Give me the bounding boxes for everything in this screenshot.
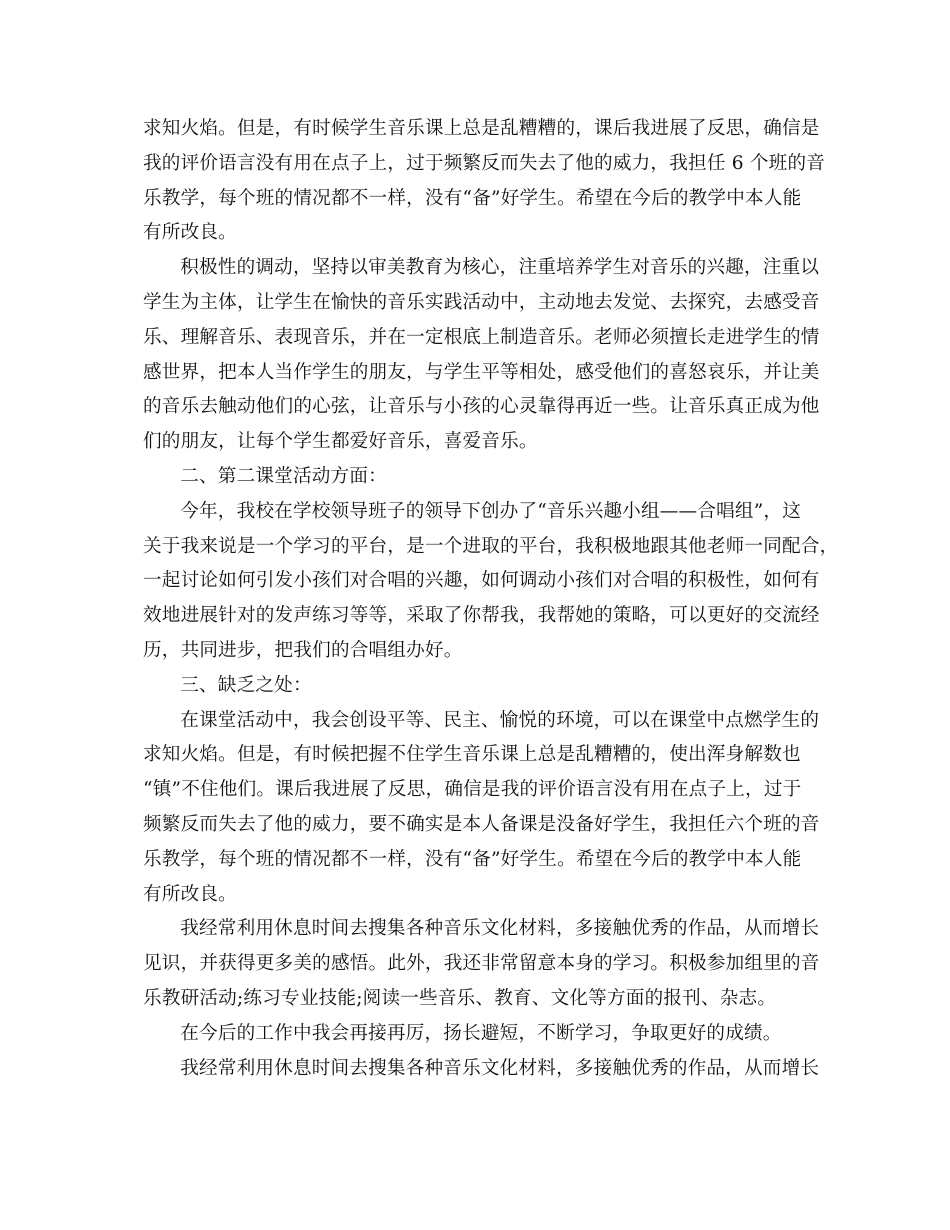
paragraph-4 bbox=[143, 704, 820, 913]
text-line: 在今后的工作中我会再接再厉，扬长避短，不断学习，争取更好的成绩。 bbox=[180, 1022, 782, 1044]
text-line: 的音乐去触动他们的心弦，让音乐与小孩的心灵靠得再近一些。让音乐真正成为他 bbox=[143, 396, 820, 418]
text-line: 历，共同进步，把我们的合唱组办好。 bbox=[143, 639, 463, 661]
text-line: 求知火焰。但是，有时候把握不住学生音乐课上总是乱糟糟的，使出浑身解数也 bbox=[143, 744, 801, 766]
paragraph-5 bbox=[143, 912, 820, 1016]
text-line: “镇”不住他们。课后我进展了反思，确信是我的评价语言没有用在点子上，过于 bbox=[143, 779, 802, 801]
text-line: 今年，我校在学校领导班子的领导下创办了“音乐兴趣小组——合唱组”，这 bbox=[180, 500, 802, 522]
text-line: 乐、理解音乐、表现音乐，并在一定根底上制造音乐。老师必须擅长走进学生的情 bbox=[143, 326, 820, 348]
text-line: 感世界，把本人当作学生的朋友，与学生平等相处，感受他们的喜怒哀乐，并让美 bbox=[143, 361, 820, 383]
text-line: 学生为主体，让学生在愉快的音乐实践活动中，主动地去发觉、去探究，去感受音 bbox=[143, 291, 820, 313]
text-line: 乐教学，每个班的情况都不一样，没有“备”好学生。希望在今后的教学中本人能 bbox=[143, 848, 802, 870]
text-line: 求知火焰。但是，有时候学生音乐课上总是乱糟糟的，课后我进展了反思，确信是 bbox=[143, 118, 820, 139]
paragraph-3 bbox=[143, 495, 839, 669]
paragraph-6 bbox=[143, 1017, 813, 1052]
text-line: 效地进展针对的发声练习等等，采取了你帮我，我帮她的策略，可以更好的交流经 bbox=[143, 605, 820, 627]
text-line: 有所改良。 bbox=[143, 222, 237, 244]
text-line: 我经常利用休息时间去搜集各种音乐文化材料，多接触优秀的作品，从而增长 bbox=[180, 1057, 820, 1079]
text-line: 乐教研活动;练习专业技能;阅读一些音乐、教育、文化等方面的报刊、杂志。 bbox=[143, 987, 777, 1009]
text-line: 我经常利用休息时间去搜集各种音乐文化材料，多接触优秀的作品，从而增长 bbox=[180, 918, 820, 940]
text-line: 有所改良。 bbox=[143, 883, 237, 905]
text-line: 频繁反而失去了他的威力，要不确实是本人备课是没备好学生，我担任六个班的音 bbox=[143, 813, 820, 835]
document-body bbox=[143, 112, 839, 1086]
text-line: 在课堂活动中，我会创设平等、民主、愉悦的环境，可以在课堂中点燃学生的 bbox=[180, 709, 820, 731]
text-line: 一起讨论如何引发小孩们对合唱的兴趣，如何调动小孩们对合唱的积极性，如何有 bbox=[143, 570, 820, 592]
text-line: 三、缺乏之处： bbox=[180, 674, 312, 696]
paragraph-1 bbox=[143, 112, 826, 251]
paragraph-2 bbox=[143, 251, 820, 460]
text-line: 乐教学，每个班的情况都不一样，没有“备”好学生。希望在今后的教学中本人能 bbox=[143, 187, 802, 209]
text-line: 积极性的调动，坚持以审美教育为核心，注重培养学生对音乐的兴趣，注重以 bbox=[180, 257, 820, 279]
text-line: 我的评价语言没有用在点子上，过于频繁反而失去了他的威力，我担任 6 个班的音 bbox=[143, 152, 826, 174]
text-line: 们的朋友，让每个学生都爱好音乐，喜爱音乐。 bbox=[143, 431, 538, 453]
paragraph-7 bbox=[143, 1052, 820, 1087]
text-line: 关于我来说是一个学习的平台，是一个进取的平台，我积极地跟其他老师一同配合， bbox=[143, 535, 839, 557]
section-heading-2 bbox=[143, 460, 813, 495]
text-line: 见识，并获得更多美的感悟。此外，我还非常留意本身的学习。积极参加组里的音 bbox=[143, 953, 820, 975]
text-line: 二、第二课堂活动方面： bbox=[180, 465, 387, 487]
section-heading-3 bbox=[143, 669, 813, 704]
